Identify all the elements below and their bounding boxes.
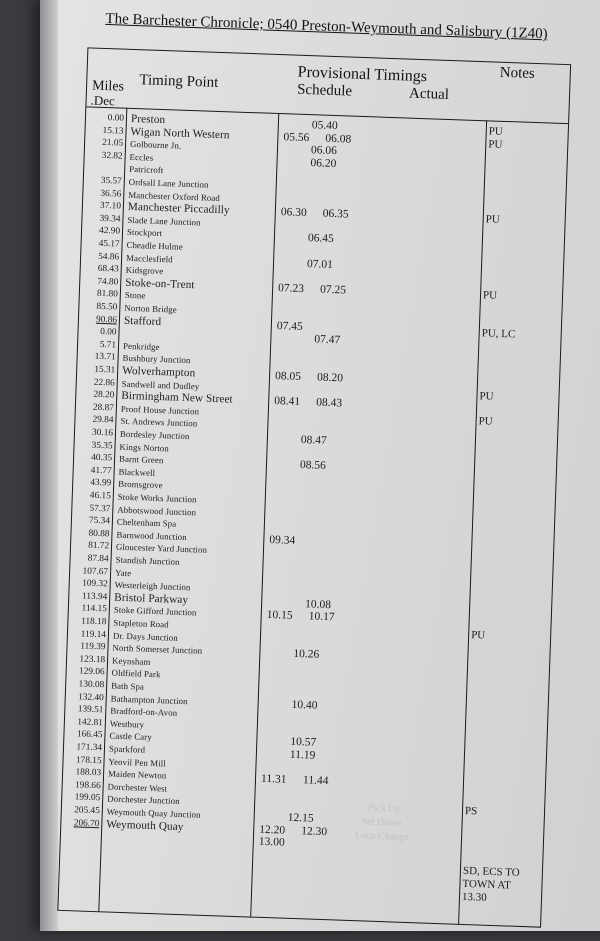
row-miles: 109.32 [81,578,108,590]
row-station: Stockport [126,227,163,239]
row-note: PU [482,289,498,302]
row-miles: 81.80 [96,289,118,300]
row-station: Keynsham [111,655,151,667]
row-time: 13.00 [258,835,285,849]
row-station: Dorchester West [107,781,168,794]
row-miles: 119.39 [80,641,106,653]
row-station: Cheltenham Spa [116,516,177,529]
row-station: Slade Lane Junction [127,214,201,228]
row-station: Norton Bridge [124,302,177,315]
row-miles: 114.15 [81,603,108,615]
page-title: The Barchester Chronicle; 0540 Preston-Weymouth and Salisbury (1Z40) [105,10,548,43]
row-miles: 198.66 [74,780,101,792]
row-station: Bathampton Junction [110,693,188,706]
row-time: 10.17 [308,610,335,624]
row-station: Westbury [109,718,145,730]
header-actual: Actual [408,85,450,103]
row-miles: 80.88 [88,528,110,540]
row-station: Sandwell and Dudley [121,378,200,392]
row-time: 09.34 [269,533,296,547]
row-time: 05.56 [283,130,310,144]
row-miles: 139.51 [77,704,104,716]
final-note-line-2: TOWN AT [462,877,512,892]
row-station: Dorchester Junction [107,793,180,807]
row-miles: 22.86 [93,377,115,389]
header-schedule: Schedule [296,81,353,100]
row-time: 07.01 [306,257,334,271]
row-miles: 129.06 [78,666,105,678]
row-miles: 43.99 [90,478,112,489]
row-station: Sparkford [108,743,146,755]
row-station: Golbourne Jn. [129,139,182,151]
row-note: PU, LC [481,326,516,341]
row-time: 07.47 [314,333,341,347]
header-timing-point: Timing Point [139,72,219,91]
row-time: 07.23 [277,281,305,295]
row-note: PU [478,415,493,428]
row-time: 10.40 [291,698,318,712]
row-station: Manchester Oxford Road [128,189,221,203]
row-miles: 30.16 [91,427,114,439]
header-provisional: Provisional Timings [297,63,428,86]
row-station: Proof House Junction [120,403,200,417]
row-miles: 75.34 [88,515,111,527]
row-time: 06.06 [310,144,338,158]
row-miles: 90.86 [95,314,118,326]
row-station: Stone [124,290,146,301]
row-time: 07.45 [276,319,303,333]
row-miles: 199.05 [74,792,101,804]
row-station: Barnwood Junction [116,529,187,542]
row-miles: 171.34 [76,742,103,754]
row-miles: 37.10 [99,201,122,212]
row-station: Bradford-on-Avon [110,705,178,719]
row-time: 10.15 [266,609,293,623]
row-station: Bromsgrove [118,479,163,491]
row-miles: 57.37 [89,503,111,514]
row-note: PU [488,125,504,138]
row-station: Weymouth Quay Junction [106,806,201,820]
notes-column-rule [458,120,487,924]
row-station: Penkridge [122,340,160,352]
row-note: PU [488,137,503,151]
row-station: Eccles [129,151,154,163]
final-note-line-1: SD, ECS TO [462,864,520,879]
row-miles: 107.67 [82,566,109,577]
row-miles: 123.18 [79,654,106,666]
row-miles: 178.15 [75,754,102,766]
row-station: Macclesfield [125,252,173,265]
timetable-table [57,47,571,927]
row-station: Kings Norton [119,441,170,454]
row-miles: 81.72 [87,541,110,552]
row-miles: 41.77 [90,465,112,477]
row-miles: 29.84 [92,415,114,426]
row-time: 08.41 [273,395,301,409]
row-station: Stafford [123,314,162,328]
row-miles: 132.40 [78,691,104,703]
row-miles: 87.84 [87,553,109,565]
row-miles: 36.56 [100,188,122,200]
row-miles: 54.86 [98,251,120,263]
row-miles: 32.82 [101,150,123,162]
row-miles [61,830,99,831]
row-time: 08.43 [315,396,343,410]
row-time: 12.15 [287,811,314,825]
row-miles: 130.08 [78,679,105,691]
row-miles: 45.17 [98,238,120,250]
row-station: Ordsall Lane Junction [128,176,209,190]
row-station: Abbotswood Junction [117,504,197,517]
row-miles: 119.14 [80,629,107,640]
row-miles: 5.71 [99,339,117,351]
row-miles: 206.70 [73,817,100,829]
row-station: Maiden Newton [107,768,167,781]
row-time: 07.25 [319,283,347,297]
row-miles: 35.57 [100,175,122,187]
row-station: Bristol Parkway [114,591,189,606]
row-time: 11.19 [289,748,316,762]
row-time: 08.05 [274,370,302,383]
row-station: Bath Spa [111,680,145,692]
row-station: Wolverhampton [121,364,196,380]
row-station: North Somerset Junction [112,642,203,656]
row-miles: 113.94 [81,591,108,603]
row-miles: 35.35 [91,440,113,452]
row-miles: 15.13 [102,125,124,137]
row-miles: 21.05 [102,138,124,149]
row-miles: 118.18 [80,616,107,628]
row-miles: 166.45 [76,729,103,741]
row-note: PU [485,213,500,227]
row-station: Stoke Gifford Junction [113,604,197,618]
bleed-through-text-1: Pick Up [367,802,401,815]
row-time: 10.57 [290,736,317,750]
final-note-line-3: 13.30 [461,890,487,904]
row-miles: 46.15 [89,490,111,502]
row-time: 06.20 [310,156,337,170]
row-time: 08.20 [316,371,344,385]
row-station: Gloucester Yard Junction [115,542,208,556]
row-time: 06.08 [325,132,352,146]
timings-column-rule [250,113,279,917]
row-time: 08.56 [299,459,327,473]
row-station: Cheadle Hulme [126,239,183,252]
row-station: Preston [130,112,166,127]
row-time: 06.35 [322,207,349,221]
row-station: Blackwell [118,466,156,478]
row-station: Westerleigh Junction [114,579,191,593]
row-miles: 42.90 [98,226,121,237]
row-miles: 15.31 [94,364,116,376]
row-miles: 28.20 [93,389,115,401]
row-miles: 68.43 [97,264,119,275]
row-miles: 0.00 [107,113,125,124]
row-miles: 28.87 [92,402,115,414]
row-note: PS [464,805,478,818]
row-miles: 74.80 [97,276,119,288]
row-station: Barnt Green [118,453,164,466]
row-station: Wigan North Western [130,125,230,141]
header-dec: .Dec [90,92,116,109]
row-station: Yate [114,567,132,578]
row-miles [84,163,122,164]
row-station: Stoke-on-Trent [125,276,195,292]
row-miles: 188.03 [75,767,102,779]
row-time: 10.08 [304,598,332,611]
row-miles: 13.71 [94,352,116,363]
row-station: Bordesley Junction [119,428,190,442]
row-time: 10.26 [293,648,320,661]
header-notes: Notes [499,64,536,82]
row-time: 05.40 [311,119,338,133]
row-note: PU [470,629,486,642]
row-miles: 40.35 [91,452,113,464]
row-station: Oldfield Park [111,667,161,680]
row-note: PU [479,389,494,403]
row-time: 06.30 [280,206,307,220]
row-miles: 142.81 [77,717,104,729]
row-station: Patricroft [129,164,164,176]
row-station: Weymouth Quay [106,818,184,833]
row-station: Yeovil Pen Mill [108,756,167,769]
row-miles: 85.50 [96,301,118,313]
row-station: Standish Junction [115,554,180,567]
row-time: 08.47 [300,434,327,447]
row-station: Bushbury Junction [122,353,191,366]
row-time: 11.44 [302,774,329,788]
row-station: Birmingham New Street [121,389,233,406]
row-station: St. Andrews Junction [120,416,198,429]
row-miles: 205.45 [74,805,100,817]
row-station: Dr. Days Junction [112,630,179,643]
row-time: 12.30 [301,824,328,838]
bleed-through-text-3: Loco Change [354,830,409,844]
row-station: Stapleton Road [113,617,169,630]
row-station: Stoke Works Junction [117,491,197,505]
row-time: 06.45 [307,232,334,246]
row-station: Castle Cary [109,730,152,743]
row-station: Manchester Piccadilly [127,201,230,217]
bleed-through-text-2: Set Down [361,816,402,829]
row-time: 12.20 [259,823,286,837]
row-station: Kidsgrove [125,264,164,277]
row-miles: 0.00 [100,327,117,338]
row-miles: 39.34 [99,213,121,225]
header-miles: Miles [91,78,125,95]
row-time: 11.31 [260,773,287,786]
